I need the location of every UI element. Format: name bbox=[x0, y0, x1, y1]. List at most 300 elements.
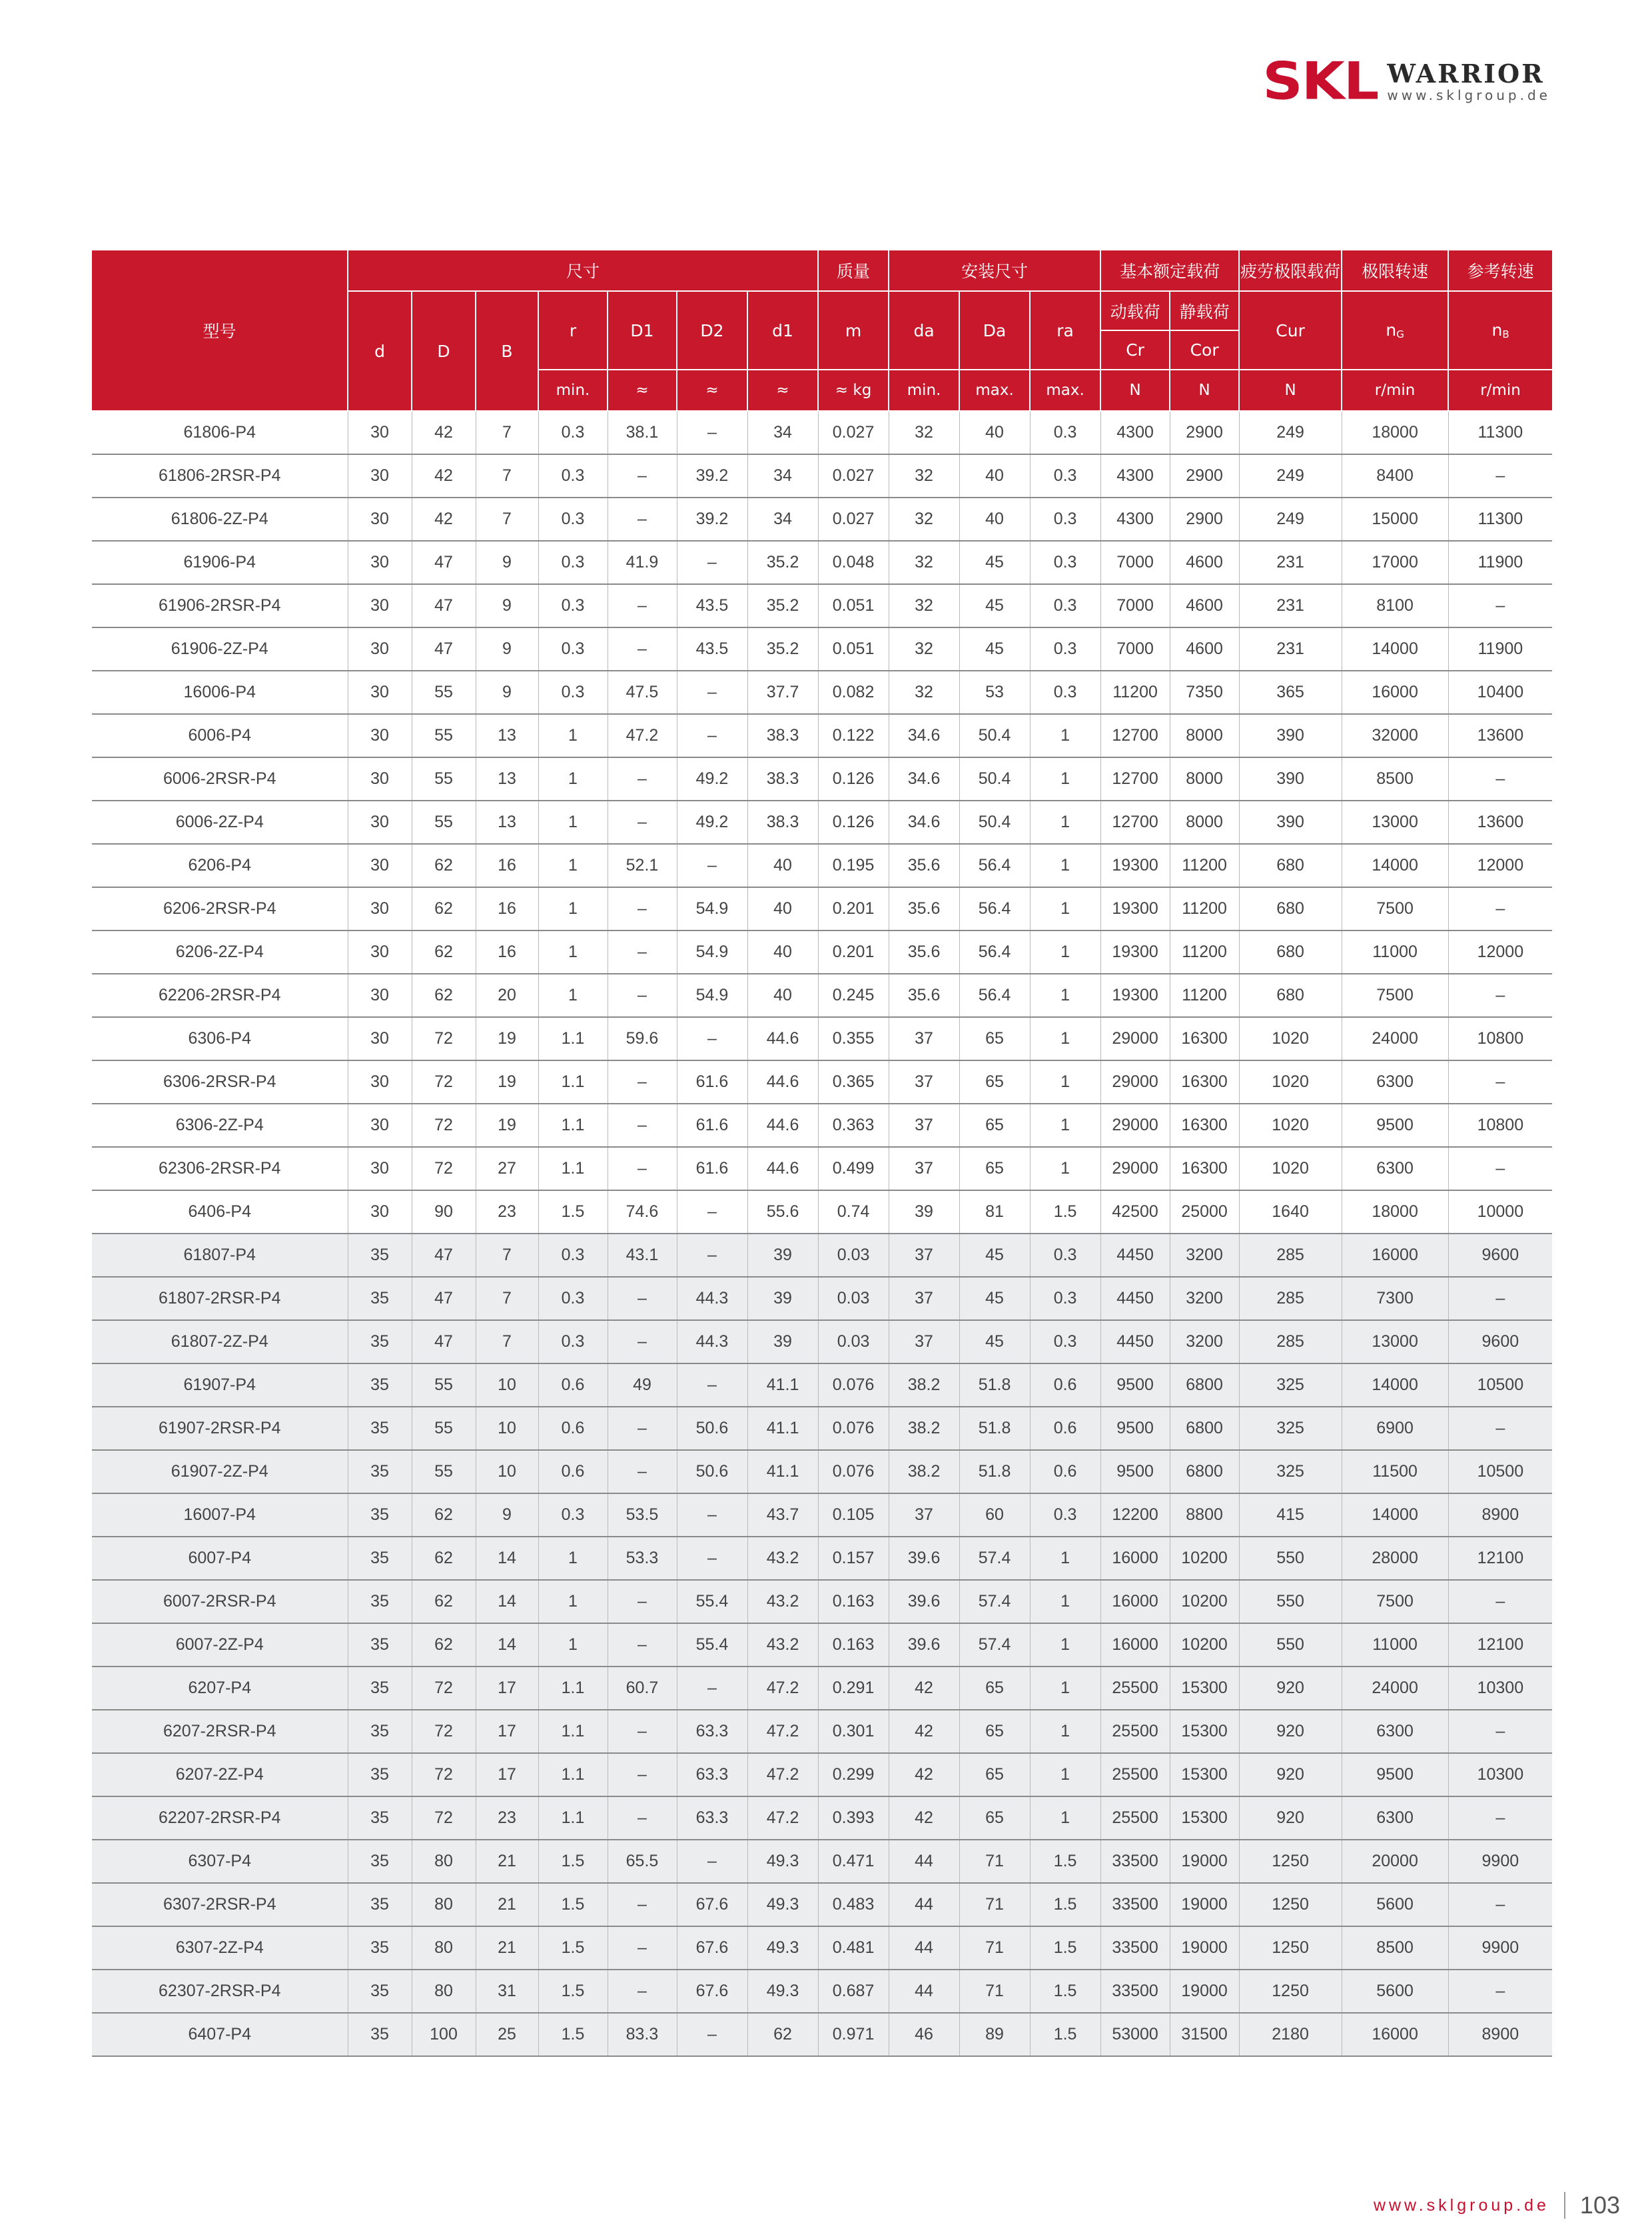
table-cell: 19 bbox=[476, 1060, 538, 1104]
table-cell: 72 bbox=[412, 1060, 476, 1104]
table-cell: – bbox=[1448, 1970, 1552, 2013]
table-row bbox=[92, 1190, 1552, 1234]
table-cell: 0.3 bbox=[1030, 411, 1100, 454]
model-cell: 61906-2RSR-P4 bbox=[92, 584, 348, 627]
table-cell: 10300 bbox=[1448, 1667, 1552, 1710]
table-cell: 42 bbox=[412, 454, 476, 498]
table-cell: 390 bbox=[1239, 757, 1342, 801]
header-col-d1: d1 bbox=[747, 291, 818, 370]
table-cell: 19300 bbox=[1100, 974, 1170, 1017]
table-cell: – bbox=[1448, 887, 1552, 931]
table-cell: 47 bbox=[412, 627, 476, 671]
table-cell: 1.1 bbox=[538, 1796, 608, 1840]
table-cell: 33500 bbox=[1100, 1926, 1170, 1970]
table-cell: 1.1 bbox=[538, 1710, 608, 1753]
table-cell: 55 bbox=[412, 714, 476, 757]
table-cell: – bbox=[677, 541, 747, 584]
table-cell: 10200 bbox=[1170, 1580, 1239, 1623]
header-col-B: B bbox=[476, 291, 538, 411]
table-cell: – bbox=[1448, 1407, 1552, 1450]
table-cell: 47.2 bbox=[747, 1753, 818, 1796]
table-cell: 42 bbox=[889, 1796, 959, 1840]
table-cell: 7 bbox=[476, 411, 538, 454]
table-cell: – bbox=[608, 627, 677, 671]
table-cell: 71 bbox=[959, 1926, 1030, 1970]
table-cell: 34 bbox=[747, 454, 818, 498]
table-cell: 4600 bbox=[1170, 584, 1239, 627]
table-cell: 11900 bbox=[1448, 541, 1552, 584]
table-cell: 29000 bbox=[1100, 1104, 1170, 1147]
table-cell: 67.6 bbox=[677, 1883, 747, 1926]
table-cell: 38.2 bbox=[889, 1450, 959, 1493]
brand-logo bbox=[1262, 51, 1551, 112]
table-cell: 10 bbox=[476, 1450, 538, 1493]
table-cell: 7350 bbox=[1170, 671, 1239, 714]
header-fatigue: 疲劳极限载荷 bbox=[1239, 250, 1342, 291]
table-cell: – bbox=[608, 1883, 677, 1926]
table-cell: 1 bbox=[538, 844, 608, 887]
table-cell: 7 bbox=[476, 498, 538, 541]
table-cell: 61.6 bbox=[677, 1060, 747, 1104]
table-cell: 25 bbox=[476, 2013, 538, 2056]
table-cell: 13 bbox=[476, 801, 538, 844]
table-cell: 10000 bbox=[1448, 1190, 1552, 1234]
table-row bbox=[92, 411, 1552, 454]
table-cell: 9500 bbox=[1100, 1450, 1170, 1493]
unit-D1: ≈ bbox=[608, 370, 677, 411]
table-cell: 231 bbox=[1239, 627, 1342, 671]
table-cell: 8100 bbox=[1342, 584, 1448, 627]
table-cell: 7300 bbox=[1342, 1277, 1448, 1320]
table-cell: 51.8 bbox=[959, 1450, 1030, 1493]
header-col-nB bbox=[1448, 291, 1552, 370]
table-cell: 16300 bbox=[1170, 1104, 1239, 1147]
table-cell: 0.3 bbox=[538, 541, 608, 584]
model-cell: 6307-P4 bbox=[92, 1840, 348, 1883]
table-cell: 40 bbox=[747, 974, 818, 1017]
table-cell: 47.2 bbox=[608, 714, 677, 757]
table-cell: 1 bbox=[1030, 1623, 1100, 1667]
table-cell: 16300 bbox=[1170, 1147, 1239, 1190]
table-cell: 10500 bbox=[1448, 1450, 1552, 1493]
table-cell: 45 bbox=[959, 1277, 1030, 1320]
table-cell: – bbox=[608, 1407, 677, 1450]
table-cell: 42 bbox=[412, 411, 476, 454]
table-cell: – bbox=[608, 757, 677, 801]
table-cell: 0.6 bbox=[1030, 1407, 1100, 1450]
logo-skl-mark: SKL bbox=[1262, 51, 1378, 112]
table-cell: 1.5 bbox=[538, 1840, 608, 1883]
table-cell: 52.1 bbox=[608, 844, 677, 887]
table-cell: 9 bbox=[476, 627, 538, 671]
table-cell: 0.245 bbox=[818, 974, 889, 1017]
table-cell: 35 bbox=[348, 1407, 412, 1450]
table-cell: 16 bbox=[476, 887, 538, 931]
table-cell: 49.3 bbox=[747, 1926, 818, 1970]
table-cell: 49.3 bbox=[747, 1840, 818, 1883]
table-cell: 4450 bbox=[1100, 1320, 1170, 1363]
table-row bbox=[92, 1840, 1552, 1883]
table-cell: 72 bbox=[412, 1796, 476, 1840]
table-cell: 54.9 bbox=[677, 887, 747, 931]
table-cell: 25500 bbox=[1100, 1710, 1170, 1753]
table-cell: 12200 bbox=[1100, 1493, 1170, 1537]
table-cell: 71 bbox=[959, 1970, 1030, 2013]
table-cell: 325 bbox=[1239, 1363, 1342, 1407]
model-cell: 61807-P4 bbox=[92, 1234, 348, 1277]
model-cell: 61806-2Z-P4 bbox=[92, 498, 348, 541]
table-cell: 1 bbox=[1030, 1537, 1100, 1580]
table-cell: 0.3 bbox=[538, 671, 608, 714]
table-cell: 1.5 bbox=[538, 1190, 608, 1234]
table-cell: 60 bbox=[959, 1493, 1030, 1537]
table-cell: 10500 bbox=[1448, 1363, 1552, 1407]
table-cell: 25000 bbox=[1170, 1190, 1239, 1234]
table-cell: – bbox=[608, 1060, 677, 1104]
table-cell: 0.6 bbox=[1030, 1450, 1100, 1493]
table-cell: 41.1 bbox=[747, 1407, 818, 1450]
table-cell: – bbox=[1448, 1277, 1552, 1320]
table-cell: 10800 bbox=[1448, 1017, 1552, 1060]
table-cell: 8500 bbox=[1342, 1926, 1448, 1970]
model-cell: 61807-2RSR-P4 bbox=[92, 1277, 348, 1320]
table-cell: 1 bbox=[1030, 1580, 1100, 1623]
table-cell: 37 bbox=[889, 1147, 959, 1190]
table-cell: 57.4 bbox=[959, 1537, 1030, 1580]
table-cell: 39 bbox=[747, 1234, 818, 1277]
table-cell: 10400 bbox=[1448, 671, 1552, 714]
table-cell: 45 bbox=[959, 1320, 1030, 1363]
table-cell: 11200 bbox=[1100, 671, 1170, 714]
table-cell: 51.8 bbox=[959, 1407, 1030, 1450]
table-cell: 0.051 bbox=[818, 584, 889, 627]
table-cell: 38.1 bbox=[608, 411, 677, 454]
table-cell: 4450 bbox=[1100, 1277, 1170, 1320]
unit-Cr: N bbox=[1100, 370, 1170, 411]
table-cell: 0.105 bbox=[818, 1493, 889, 1537]
model-cell: 6206-2Z-P4 bbox=[92, 931, 348, 974]
model-cell: 16006-P4 bbox=[92, 671, 348, 714]
table-cell: – bbox=[677, 1493, 747, 1537]
table-cell: 54.9 bbox=[677, 974, 747, 1017]
table-cell: 0.3 bbox=[538, 627, 608, 671]
table-cell: 390 bbox=[1239, 714, 1342, 757]
table-cell: 9 bbox=[476, 584, 538, 627]
table-cell: 1.1 bbox=[538, 1017, 608, 1060]
header-col-nB-sub: B bbox=[1502, 328, 1509, 340]
table-row bbox=[92, 1926, 1552, 1970]
table-cell: 60.7 bbox=[608, 1667, 677, 1710]
table-cell: – bbox=[677, 411, 747, 454]
table-cell: 1020 bbox=[1239, 1147, 1342, 1190]
table-cell: 74.6 bbox=[608, 1190, 677, 1234]
table-cell: 1.5 bbox=[538, 2013, 608, 2056]
table-cell: 32 bbox=[889, 584, 959, 627]
model-cell: 6006-2RSR-P4 bbox=[92, 757, 348, 801]
table-cell: 65 bbox=[959, 1017, 1030, 1060]
table-cell: 1 bbox=[538, 801, 608, 844]
table-cell: – bbox=[608, 887, 677, 931]
table-cell: 38.2 bbox=[889, 1363, 959, 1407]
table-row bbox=[92, 801, 1552, 844]
table-cell: 0.157 bbox=[818, 1537, 889, 1580]
table-cell: 37 bbox=[889, 1234, 959, 1277]
table-cell: 6800 bbox=[1170, 1450, 1239, 1493]
table-row bbox=[92, 1450, 1552, 1493]
table-cell: 1 bbox=[1030, 1753, 1100, 1796]
table-cell: 44 bbox=[889, 1883, 959, 1926]
table-cell: 0.076 bbox=[818, 1363, 889, 1407]
model-cell: 6006-P4 bbox=[92, 714, 348, 757]
table-cell: 47 bbox=[412, 1277, 476, 1320]
table-cell: 63.3 bbox=[677, 1710, 747, 1753]
table-cell: 39.2 bbox=[677, 454, 747, 498]
table-cell: 7500 bbox=[1342, 1580, 1448, 1623]
table-cell: – bbox=[608, 1277, 677, 1320]
table-cell: 1 bbox=[538, 887, 608, 931]
table-cell: 30 bbox=[348, 671, 412, 714]
table-cell: 44.3 bbox=[677, 1277, 747, 1320]
table-cell: 1 bbox=[1030, 1017, 1100, 1060]
table-cell: – bbox=[608, 974, 677, 1017]
table-cell: 44 bbox=[889, 1926, 959, 1970]
unit-nG: r/min bbox=[1342, 370, 1448, 411]
table-cell: 0.3 bbox=[1030, 627, 1100, 671]
table-cell: 14000 bbox=[1342, 1363, 1448, 1407]
table-cell: 4300 bbox=[1100, 411, 1170, 454]
table-cell: 19000 bbox=[1170, 1883, 1239, 1926]
table-cell: 30 bbox=[348, 454, 412, 498]
table-cell: 0.74 bbox=[818, 1190, 889, 1234]
table-cell: 12700 bbox=[1100, 757, 1170, 801]
table-cell: 30 bbox=[348, 714, 412, 757]
table-row bbox=[92, 541, 1552, 584]
table-cell: 0.027 bbox=[818, 498, 889, 541]
table-cell: 43.5 bbox=[677, 627, 747, 671]
model-cell: 61807-2Z-P4 bbox=[92, 1320, 348, 1363]
table-cell: 0.393 bbox=[818, 1796, 889, 1840]
header-load-rating: 基本额定载荷 bbox=[1100, 250, 1239, 291]
table-cell: 1 bbox=[1030, 801, 1100, 844]
table-cell: – bbox=[608, 1970, 677, 2013]
table-cell: 325 bbox=[1239, 1450, 1342, 1493]
table-cell: 38.3 bbox=[747, 757, 818, 801]
table-cell: 1 bbox=[1030, 931, 1100, 974]
table-cell: 20000 bbox=[1342, 1840, 1448, 1883]
table-cell: 29000 bbox=[1100, 1060, 1170, 1104]
table-cell: – bbox=[608, 1580, 677, 1623]
logo-brand-name: WARRIOR bbox=[1387, 59, 1545, 89]
table-cell: 38.3 bbox=[747, 801, 818, 844]
table-cell: 1.5 bbox=[1030, 1926, 1100, 1970]
table-cell: 0.3 bbox=[538, 584, 608, 627]
table-row bbox=[92, 627, 1552, 671]
table-cell: 1.5 bbox=[1030, 1190, 1100, 1234]
table-cell: 40 bbox=[959, 411, 1030, 454]
table-cell: 0.355 bbox=[818, 1017, 889, 1060]
table-cell: 9900 bbox=[1448, 1840, 1552, 1883]
table-cell: 45 bbox=[959, 541, 1030, 584]
table-row bbox=[92, 1493, 1552, 1537]
table-cell: 4300 bbox=[1100, 498, 1170, 541]
table-cell: 7 bbox=[476, 454, 538, 498]
table-cell: 231 bbox=[1239, 541, 1342, 584]
table-cell: 35 bbox=[348, 1537, 412, 1580]
table-cell: 680 bbox=[1239, 974, 1342, 1017]
unit-nB: r/min bbox=[1448, 370, 1552, 411]
table-cell: – bbox=[608, 1753, 677, 1796]
table-cell: 1 bbox=[1030, 1104, 1100, 1147]
table-cell: 43.5 bbox=[677, 584, 747, 627]
table-cell: 1 bbox=[538, 931, 608, 974]
table-cell: 35.6 bbox=[889, 844, 959, 887]
table-cell: 53.5 bbox=[608, 1493, 677, 1537]
header-model: 型号 bbox=[92, 250, 348, 411]
table-cell: 62 bbox=[412, 974, 476, 1017]
table-cell: 40 bbox=[959, 454, 1030, 498]
table-cell: 550 bbox=[1239, 1580, 1342, 1623]
table-cell: 1 bbox=[1030, 1796, 1100, 1840]
unit-ra: max. bbox=[1030, 370, 1100, 411]
model-cell: 6306-2Z-P4 bbox=[92, 1104, 348, 1147]
model-cell: 6006-2Z-P4 bbox=[92, 801, 348, 844]
table-cell: 35.2 bbox=[747, 541, 818, 584]
table-cell: 1020 bbox=[1239, 1017, 1342, 1060]
table-cell: 27 bbox=[476, 1147, 538, 1190]
table-cell: 7500 bbox=[1342, 974, 1448, 1017]
table-row bbox=[92, 1104, 1552, 1147]
table-cell: 80 bbox=[412, 1970, 476, 2013]
table-cell: 249 bbox=[1239, 498, 1342, 541]
table-cell: 16000 bbox=[1100, 1623, 1170, 1667]
unit-D2: ≈ bbox=[677, 370, 747, 411]
table-body bbox=[92, 411, 1552, 2056]
table-cell: 44 bbox=[889, 1970, 959, 2013]
table-cell: – bbox=[1448, 1710, 1552, 1753]
table-cell: 1.5 bbox=[1030, 1883, 1100, 1926]
table-cell: 80 bbox=[412, 1926, 476, 1970]
table-cell: 9 bbox=[476, 541, 538, 584]
table-cell: 35 bbox=[348, 1667, 412, 1710]
header-col-nG-sub: G bbox=[1396, 328, 1404, 340]
table-cell: 1 bbox=[538, 1537, 608, 1580]
table-row bbox=[92, 1580, 1552, 1623]
table-cell: 0.3 bbox=[1030, 1320, 1100, 1363]
table-cell: 2900 bbox=[1170, 454, 1239, 498]
table-cell: 56.4 bbox=[959, 887, 1030, 931]
table-cell: – bbox=[1448, 1147, 1552, 1190]
table-cell: 16 bbox=[476, 931, 538, 974]
table-cell: 0.163 bbox=[818, 1580, 889, 1623]
table-cell: 9600 bbox=[1448, 1320, 1552, 1363]
table-cell: 30 bbox=[348, 1190, 412, 1234]
table-cell: 11200 bbox=[1170, 974, 1239, 1017]
table-cell: 80 bbox=[412, 1883, 476, 1926]
table-cell: 6300 bbox=[1342, 1710, 1448, 1753]
table-row bbox=[92, 1623, 1552, 1667]
header-col-Cor: Cor bbox=[1170, 330, 1239, 370]
table-cell: 0.03 bbox=[818, 1277, 889, 1320]
table-cell: 24000 bbox=[1342, 1667, 1448, 1710]
table-cell: – bbox=[1448, 1796, 1552, 1840]
model-cell: 6306-P4 bbox=[92, 1017, 348, 1060]
table-cell: 41.9 bbox=[608, 541, 677, 584]
table-cell: 0.126 bbox=[818, 801, 889, 844]
header-col-D1: D1 bbox=[608, 291, 677, 370]
table-cell: 59.6 bbox=[608, 1017, 677, 1060]
table-cell: 35 bbox=[348, 1753, 412, 1796]
table-cell: 56.4 bbox=[959, 931, 1030, 974]
table-cell: 11900 bbox=[1448, 627, 1552, 671]
table-cell: 61.6 bbox=[677, 1147, 747, 1190]
table-cell: 11200 bbox=[1170, 931, 1239, 974]
table-cell: 0.3 bbox=[1030, 1493, 1100, 1537]
table-cell: 30 bbox=[348, 1017, 412, 1060]
table-header bbox=[92, 250, 1552, 411]
table-cell: 1 bbox=[1030, 844, 1100, 887]
table-cell: 1.1 bbox=[538, 1753, 608, 1796]
table-cell: 37 bbox=[889, 1277, 959, 1320]
page-footer bbox=[1374, 2191, 1620, 2219]
table-cell: 65 bbox=[959, 1060, 1030, 1104]
table-cell: 35.2 bbox=[747, 584, 818, 627]
table-cell: 30 bbox=[348, 844, 412, 887]
model-cell: 6207-P4 bbox=[92, 1667, 348, 1710]
table-cell: 0.3 bbox=[1030, 498, 1100, 541]
table-cell: 8000 bbox=[1170, 801, 1239, 844]
table-cell: 44.6 bbox=[747, 1147, 818, 1190]
table-cell: 37.7 bbox=[747, 671, 818, 714]
table-cell: 33500 bbox=[1100, 1883, 1170, 1926]
model-cell: 61906-2Z-P4 bbox=[92, 627, 348, 671]
table-cell: 35 bbox=[348, 1970, 412, 2013]
table-cell: 30 bbox=[348, 887, 412, 931]
header-col-Cr: Cr bbox=[1100, 330, 1170, 370]
table-cell: 16000 bbox=[1100, 1580, 1170, 1623]
table-cell: 9500 bbox=[1342, 1104, 1448, 1147]
table-cell: 12000 bbox=[1448, 931, 1552, 974]
table-cell: 57.4 bbox=[959, 1580, 1030, 1623]
table-cell: 47 bbox=[412, 541, 476, 584]
header-mounting: 安装尺寸 bbox=[889, 250, 1100, 291]
table-cell: 3200 bbox=[1170, 1234, 1239, 1277]
model-cell: 61806-P4 bbox=[92, 411, 348, 454]
table-row bbox=[92, 887, 1552, 931]
table-cell: 39 bbox=[747, 1277, 818, 1320]
table-cell: 8500 bbox=[1342, 757, 1448, 801]
table-cell: 65 bbox=[959, 1667, 1030, 1710]
table-cell: 7000 bbox=[1100, 584, 1170, 627]
table-cell: 62 bbox=[747, 2013, 818, 2056]
model-cell: 6007-2RSR-P4 bbox=[92, 1580, 348, 1623]
table-cell: 0.051 bbox=[818, 627, 889, 671]
table-cell: 42500 bbox=[1100, 1190, 1170, 1234]
table-cell: 25500 bbox=[1100, 1753, 1170, 1796]
table-cell: 0.481 bbox=[818, 1926, 889, 1970]
table-cell: 8400 bbox=[1342, 454, 1448, 498]
table-cell: 72 bbox=[412, 1710, 476, 1753]
table-cell: 0.3 bbox=[1030, 671, 1100, 714]
table-cell: 72 bbox=[412, 1104, 476, 1147]
table-cell: 39 bbox=[747, 1320, 818, 1363]
table-cell: 0.3 bbox=[538, 1234, 608, 1277]
header-col-nG-main: n bbox=[1386, 320, 1397, 340]
table-cell: 43.7 bbox=[747, 1493, 818, 1537]
table-cell: 680 bbox=[1239, 931, 1342, 974]
table-cell: – bbox=[608, 454, 677, 498]
table-cell: 1.5 bbox=[538, 1970, 608, 2013]
table-cell: 20 bbox=[476, 974, 538, 1017]
